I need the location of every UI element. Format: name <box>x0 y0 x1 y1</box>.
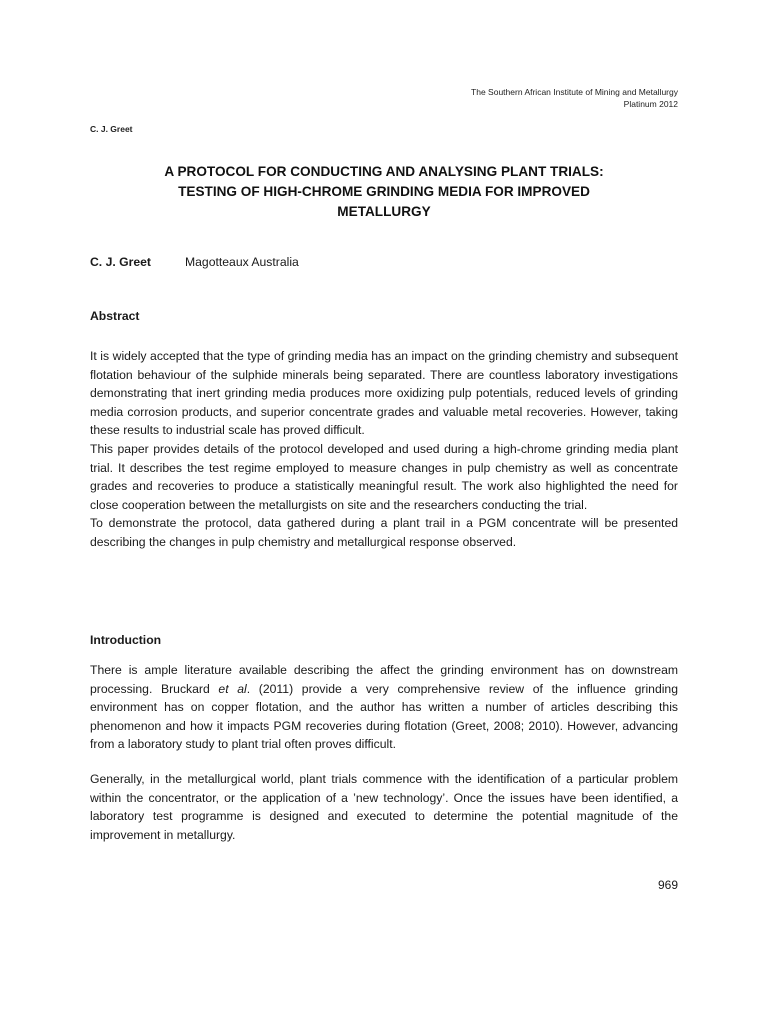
running-header <box>471 86 678 110</box>
page-number: 969 <box>657 878 678 892</box>
author-line <box>90 253 299 271</box>
intro-p1-text-a: There is ample literature available describing the affect the grinding environment has on downstream processing. Bruckard <box>90 663 678 696</box>
intro-p1-et-al: et al <box>218 681 247 696</box>
paper-title <box>90 162 678 222</box>
abstract-paragraph-2: This paper provides details of the protocol developed and used during a high-chrome grinding media plant trial. It describes the test regime employed to measure changes in pulp chemistry as well as concentrate grades and recoveries to produce a statistically meaningful result. The work also highlighted the need for close cooperation between the metallurgists on site and the researchers conducting the trial. <box>90 441 678 512</box>
author-name: C. J. Greet <box>90 255 151 269</box>
title-line-1: A PROTOCOL FOR CONDUCTING AND ANALYSING PLANT TRIALS: <box>164 164 604 179</box>
abstract-paragraph-3: To demonstrate the protocol, data gathered during a plant trail in a PGM concentrate will be presented describing the changes in pulp chemistry and metallurgical response observed. <box>90 516 678 549</box>
introduction-paragraph-1 <box>90 661 678 754</box>
abstract-heading: Abstract <box>90 309 140 323</box>
author-affiliation: Magotteaux Australia <box>185 255 299 269</box>
abstract-body <box>90 347 678 552</box>
abstract-paragraph-1: It is widely accepted that the type of grinding media has an impact on the grinding chemistry and subsequent flotation behaviour of the sulphide minerals being separated. There are countless laboratory investigations demonstrating that inert grinding media produces more oxidizing pulp potentials, reduced levels of grinding media corrosion products, and superior concentrate grades and valuable metal recoveries. However, taking these results to industrial scale has proved difficult. <box>90 349 678 438</box>
conference-name: Platinum 2012 <box>623 99 678 109</box>
running-author: C. J. Greet <box>90 124 133 134</box>
introduction-body <box>90 661 678 844</box>
introduction-heading: Introduction <box>90 633 162 647</box>
title-line-3: METALLURGY <box>337 204 431 219</box>
institute-name: The Southern African Institute of Mining and Metallurgy <box>471 87 678 97</box>
intro-p1-text-b: . (2011) provide a very comprehensive review of the influence grinding environment has on copper flotation, and the author has written a number of articles describing this phenomenon and how it impacts PGM recoveries during flotation (Greet, 2008; 2010). However, advancing from a laboratory study to plant trial often proves difficult. <box>90 681 678 752</box>
introduction-paragraph-2: Generally, in the metallurgical world, plant trials commence with the identification of a particular problem within the concentrator, or the application of a ’new technology’. Once the issues have been identified, a laboratory test programme is designed and executed to determine the potential magnitude of the improvement in metallurgy. <box>90 771 678 842</box>
title-line-2: TESTING OF HIGH-CHROME GRINDING MEDIA FOR IMPROVED <box>178 184 590 199</box>
